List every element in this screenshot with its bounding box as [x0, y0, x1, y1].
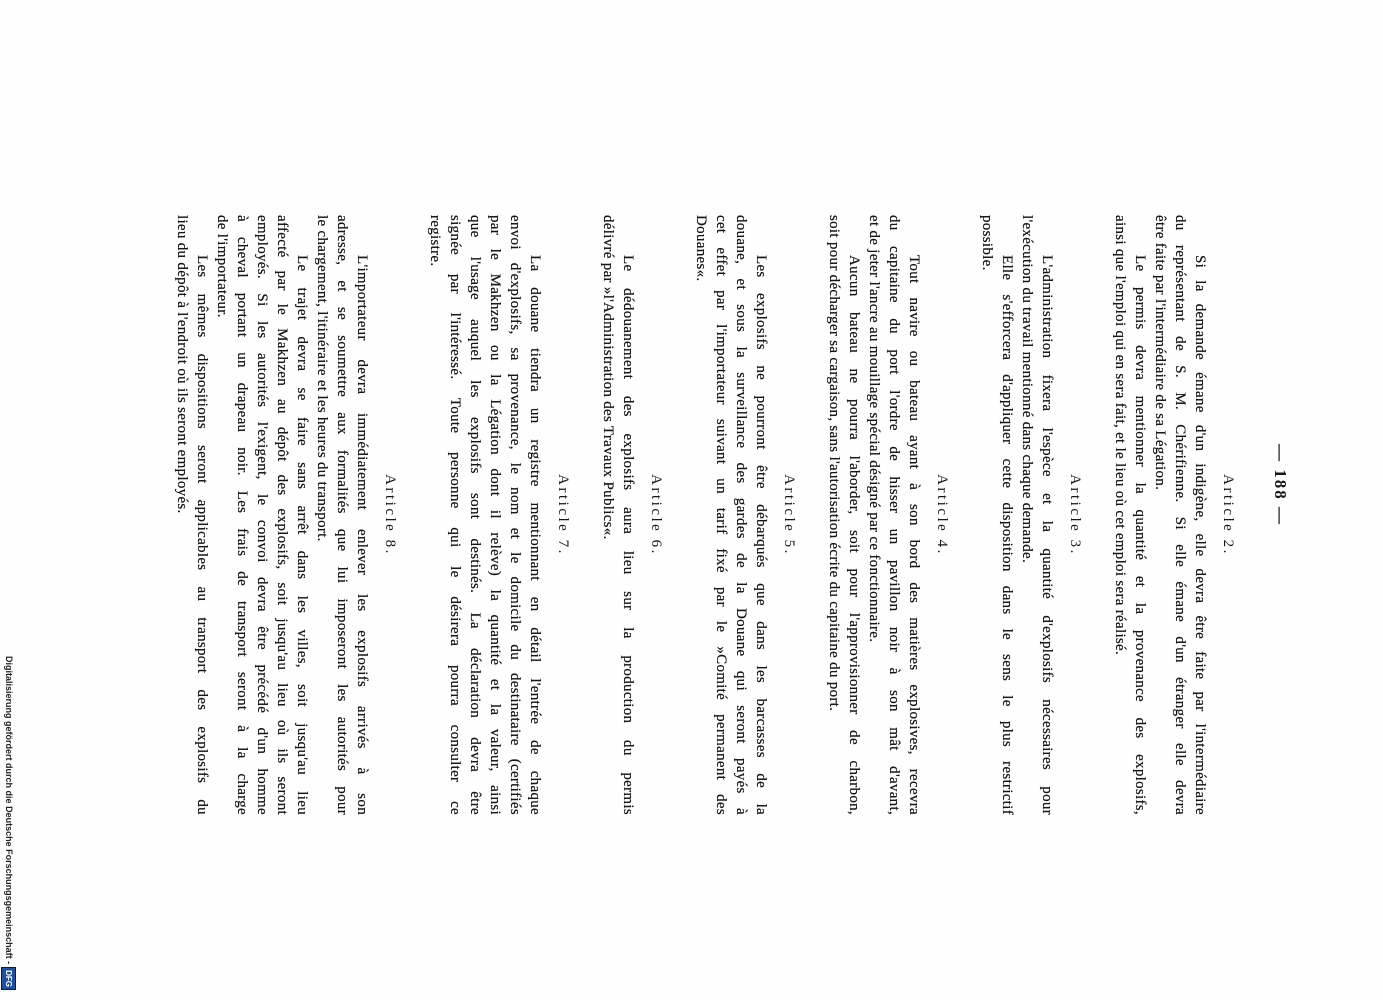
paragraph: [598, 215, 638, 815]
text-line: Le dédouanement des explosifs aura lieu sur la production du permis: [620, 255, 636, 815]
text-line: que l'usage auquel les explosifs sont destinés. La déclaration devra être: [467, 215, 483, 815]
paragraph: [824, 215, 864, 815]
text-line: Aucun bateau ne pourra l'aborder, soit pour l'approvisionner de charbon,: [846, 255, 862, 815]
article-heading: Article 3.: [1067, 474, 1083, 556]
paragraph: [172, 215, 212, 815]
text-line: Douanes«.: [693, 215, 709, 282]
footer-credit: [2, 656, 16, 990]
footer-credit-text: Digitalisierung gefördert durch die Deutsche Forschungsgemeinschaft -: [4, 656, 14, 965]
article-heading: Article 4.: [934, 474, 950, 556]
text-line: du capitaine du port l'ordre de hisser un pavillon noir à son mât d'avant,: [886, 215, 902, 815]
article-section: [598, 215, 666, 815]
text-line: cet effet par l'importateur suivant un tarif fixé par le »Comité permanent des: [713, 215, 729, 815]
article-heading: Article 8.: [382, 474, 398, 556]
text-line: douane, et sous la surveillance des gardes de la Douane qui seront payés à: [733, 215, 749, 815]
article-heading: Article 7.: [555, 474, 571, 556]
dfg-logo: DFG: [2, 967, 17, 990]
text-line: être faite par l'intermédiaire de sa Légation.: [1152, 215, 1168, 491]
text-line: et de jeter l'ancre au mouillage spécial désigné par ce fonctionnaire.: [866, 215, 882, 643]
paragraph: [977, 215, 1017, 815]
paragraph: [1110, 215, 1150, 815]
article-heading: Article 5.: [781, 474, 797, 556]
text-line: Le permis devra mentionner la quantité et la provenance des explosifs,: [1132, 255, 1148, 815]
text-line: de l'importateur.: [214, 215, 230, 318]
paragraph: [312, 215, 372, 815]
text-line: l'exécution du travail mentionné dans chaque demande.: [1019, 215, 1035, 564]
text-line: Elle s'efforcera d'appliquer cette disposition dans le sens le plus restrictif: [999, 255, 1015, 815]
text-line: à cheval portant un drapeau noir. Les frais de transport seront à la charge: [234, 215, 250, 815]
paragraph: [1150, 215, 1210, 815]
text-line: Le trajet devra se faire sans arrêt dans les villes, soit jusqu'au lieu: [294, 255, 310, 815]
text-line: employés. Si les autorités l'exigent, le convoi devra être précédé d'un homme: [254, 215, 270, 815]
article-heading: Article 6.: [648, 474, 664, 556]
text-line: L'importateur devra immédiatement enlever les explosifs arrivés à son: [354, 255, 370, 815]
articles-list: [172, 215, 1238, 815]
article-section: [691, 215, 799, 815]
text-line: signée par l'intéressé. Toute personne qui le désirera pourra consulter ce: [447, 215, 463, 815]
text-line: La douane tiendra un registre mentionnant en détail l'entrée de chaque: [527, 255, 543, 815]
text-line: possible.: [979, 215, 995, 271]
article-section: [977, 215, 1085, 815]
text-line: Si la demande émane d'un indigène, elle devra être faite par l'intermédiaire: [1192, 255, 1208, 815]
text-line: par le Makhzen ou la Légation dont il relève) la quantité et la valeur, ainsi: [487, 215, 503, 815]
text-line: Les explosifs ne pourront être débarqués que dans les barcasses de la: [753, 255, 769, 815]
text-line: adresse, et se soumettre aux formalités que lui imposeront les autorités pour: [334, 215, 350, 815]
article-section: [824, 215, 952, 815]
text-line: Les mêmes dispositions seront applicables au transport des explosifs du: [194, 255, 210, 815]
text-line: envoi d'explosifs, sa provenance, le nom et le domicile du destinataire (certifiés: [507, 215, 523, 815]
article-section: [425, 215, 573, 815]
text-line: soit pour décharger sa cargaison, sans l'autorisation écrite du capitaine du port.: [826, 215, 842, 712]
text-line: ainsi que l'emploi qui en sera fait, et le lieu où cet emploi sera réalisé.: [1112, 215, 1128, 656]
text-line: Tout navire ou bateau ayant à son bord des matières explosives, recevra: [906, 255, 922, 815]
text-line: L'administration fixera l'espèce et la quantité d'explosifs nécessaires pour: [1039, 255, 1055, 815]
text-line: le chargement, l'itinéraire et les heures du transport.: [314, 215, 330, 542]
page-number: — 188 —: [1271, 444, 1290, 526]
text-line: délivré par »l'Administration des Travaux Publics«.: [600, 215, 616, 540]
article-heading: Article 2.: [1220, 474, 1236, 556]
paragraph: [691, 215, 771, 815]
paragraph: [1017, 215, 1057, 815]
text-line: affecté par le Makhzen au dépôt des explosifs, soit jusqu'au lieu où ils seront: [274, 215, 290, 815]
paragraph: [864, 215, 924, 815]
text-line: lieu du dépôt à l'endroit où ils seront employés.: [174, 215, 190, 514]
text-line: du représentant de S. M. Chérifienne. Si elle émane d'un étranger elle devra: [1172, 215, 1188, 815]
paragraph: [425, 215, 545, 815]
article-section: [1110, 215, 1238, 815]
page-body: [172, 215, 1290, 815]
article-section: [172, 215, 400, 815]
paragraph: [212, 215, 312, 815]
text-line: registre.: [427, 215, 443, 267]
